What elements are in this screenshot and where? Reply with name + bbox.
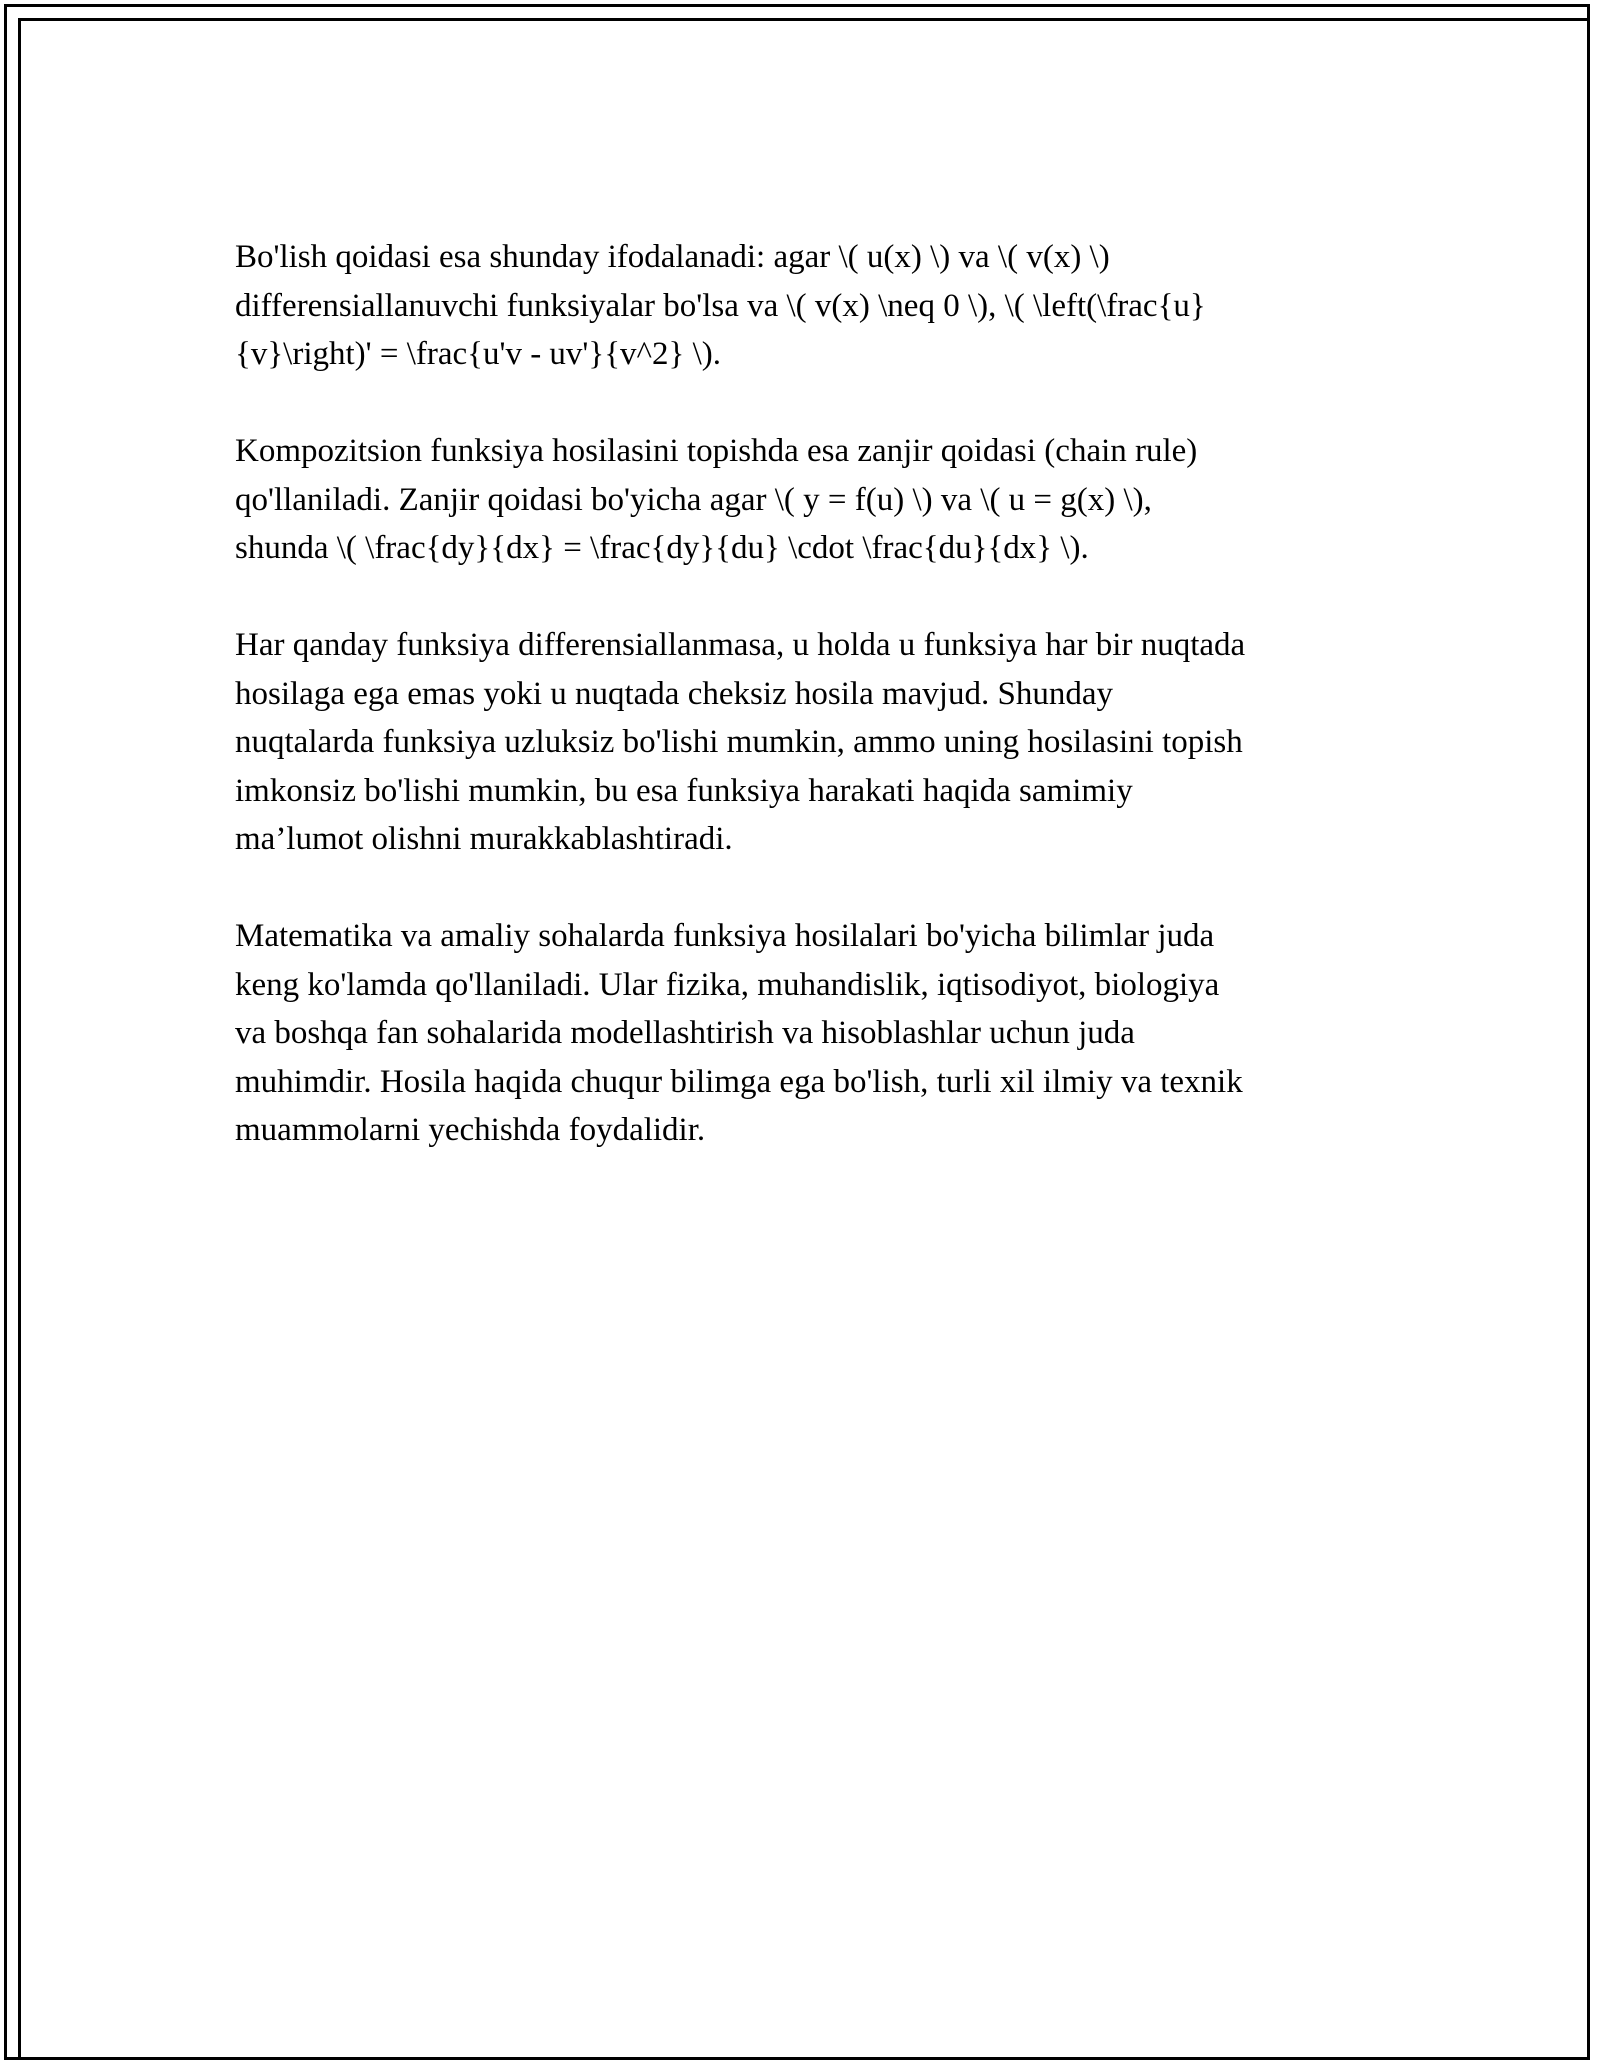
document-body — [235, 233, 1370, 1203]
paragraph-non-differentiable: Har qanday funksiya differensiallanmasa, u holda u funksiya har bir nuqtada hosilaga ega emas yoki u nuqtada cheksiz hosila mavjud. Shunday nuqtalarda funksiya uzluksiz bo'lishi mumkin, ammo uning hosilasini topish imkonsiz bo'lishi mumkin, bu esa funksiya harakati haqida samimiy ma’lumot olishni murakkablashtiradi. — [235, 627, 1246, 857]
paragraph-division-rule: Bo'lish qoidasi esa shunday ifodalanadi: agar \( u(x) \) va \( v(x) \) differensiallanuvchi funksiyalar bo'lsa va \( v(x) \neq 0 \), \( \left(\frac{u} {v}\right)' = \frac{u'v - uv'}{v^2} \). — [235, 239, 1206, 372]
paragraph-chain-rule: Kompozitsion funksiya hosilasini topishda esa zanjir qoidasi (chain rule) qo'llaniladi. Zanjir qoidasi bo'yicha agar \( y = f(u) \) va \( u = g(x) \), shunda \( \frac{dy}{dx} = \frac{dy}{du} \cdot \frac{du}{dx} \). — [235, 433, 1198, 566]
paragraph-applications: Matematika va amaliy sohalarda funksiya hosilalari bo'yicha bilimlar juda keng ko'lamda qo'llaniladi. Ular fizika, muhandislik, iqtisodiyot, biologiya va boshqa fan sohalarida modellashtirish va hisoblashlar uchun juda muhimdir. Hosila haqida chuqur bilimga ega bo'lish, turli xil ilmiy va texnik muammolarni yechishda foydalidir. — [235, 918, 1243, 1148]
